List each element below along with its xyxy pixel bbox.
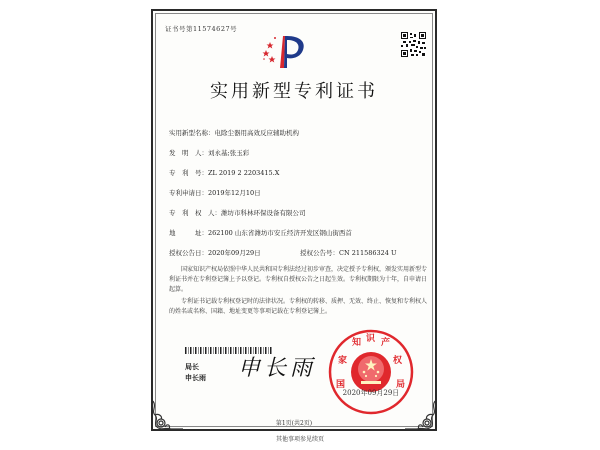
legal-status-paragraph: 专利证书记载专利权登记时的法律状况。专利权的转移、质押、无效、终止、恢复和专利权人的姓名或名称、国籍、地址变更等事项记载在专利登记簿上。 (169, 298, 428, 315)
svg-text:局: 局 (396, 380, 406, 390)
page-indicator: 第1页(共2页) (275, 420, 313, 427)
svg-text:权: 权 (393, 356, 403, 366)
director-title: 局长 (185, 362, 199, 371)
field-value: 刘永基;张玉彩 (208, 149, 250, 157)
field-value: 2020年09月29日 (208, 249, 261, 257)
svg-text:知: 知 (352, 338, 362, 348)
svg-text:国: 国 (336, 380, 346, 390)
field-label: 专 利 号： (169, 169, 208, 177)
cnipa-logo-icon (260, 28, 310, 72)
certificate-title: 实用新型专利证书 (210, 81, 378, 102)
field-grant-number (300, 248, 397, 257)
field-value: 潍坊市科林环保设备有限公司 (221, 209, 306, 217)
field-value: 电除尘器用高效反应辅助机构 (214, 129, 299, 137)
svg-text:产: 产 (381, 338, 391, 348)
field-value: 2019年12月10日 (208, 189, 261, 197)
field-label: 专利申请日： (169, 189, 208, 197)
field-label: 地 址： (169, 229, 208, 237)
field-label: 授权公告号： (300, 249, 339, 257)
qr-code (401, 32, 426, 57)
field-value: ZL 2019 2 2203415.X (208, 169, 280, 177)
field-value: CN 211586324 U (339, 249, 397, 257)
field-grant-date (169, 248, 261, 257)
field-utility-model-name (169, 128, 299, 137)
official-seal-icon (328, 329, 414, 415)
corner-ornament-icon (149, 399, 183, 433)
field-label: 专 利 权 人： (169, 209, 221, 217)
director-name: 申长雨 (185, 373, 206, 382)
field-label: 实用新型名称： (169, 129, 215, 137)
grant-statement-paragraph: 国家知识产权局依照中华人民共和国专利法经过初步审查，决定授予专利权，颁发实用新型专利证书并在专利登记簿上予以登记。专利权自授权公告之日起生效。专利权期限为十年，自申请日起算。 (169, 266, 428, 293)
certificate-frame (151, 9, 437, 431)
svg-text:2020年09月29日: 2020年09月29日 (342, 389, 400, 397)
svg-text:识: 识 (366, 334, 376, 344)
field-patent-number (169, 168, 279, 177)
field-value: 262100 山东省潍坊市安丘经济开发区钢山街西首 (208, 229, 352, 237)
field-label: 授权公告日： (169, 249, 208, 257)
field-patentee (169, 208, 306, 217)
svg-text:家: 家 (338, 356, 348, 366)
field-inventor (169, 148, 249, 157)
field-label: 发 明 人： (169, 149, 208, 157)
corner-ornament-icon (405, 399, 439, 433)
field-application-date (169, 188, 261, 197)
certificate-number: 证书号第11574627号 (165, 25, 238, 33)
field-address (169, 228, 352, 237)
continuation-note: 其他事项参见续页 (275, 436, 324, 443)
director-signature: 申长雨 (238, 356, 317, 381)
